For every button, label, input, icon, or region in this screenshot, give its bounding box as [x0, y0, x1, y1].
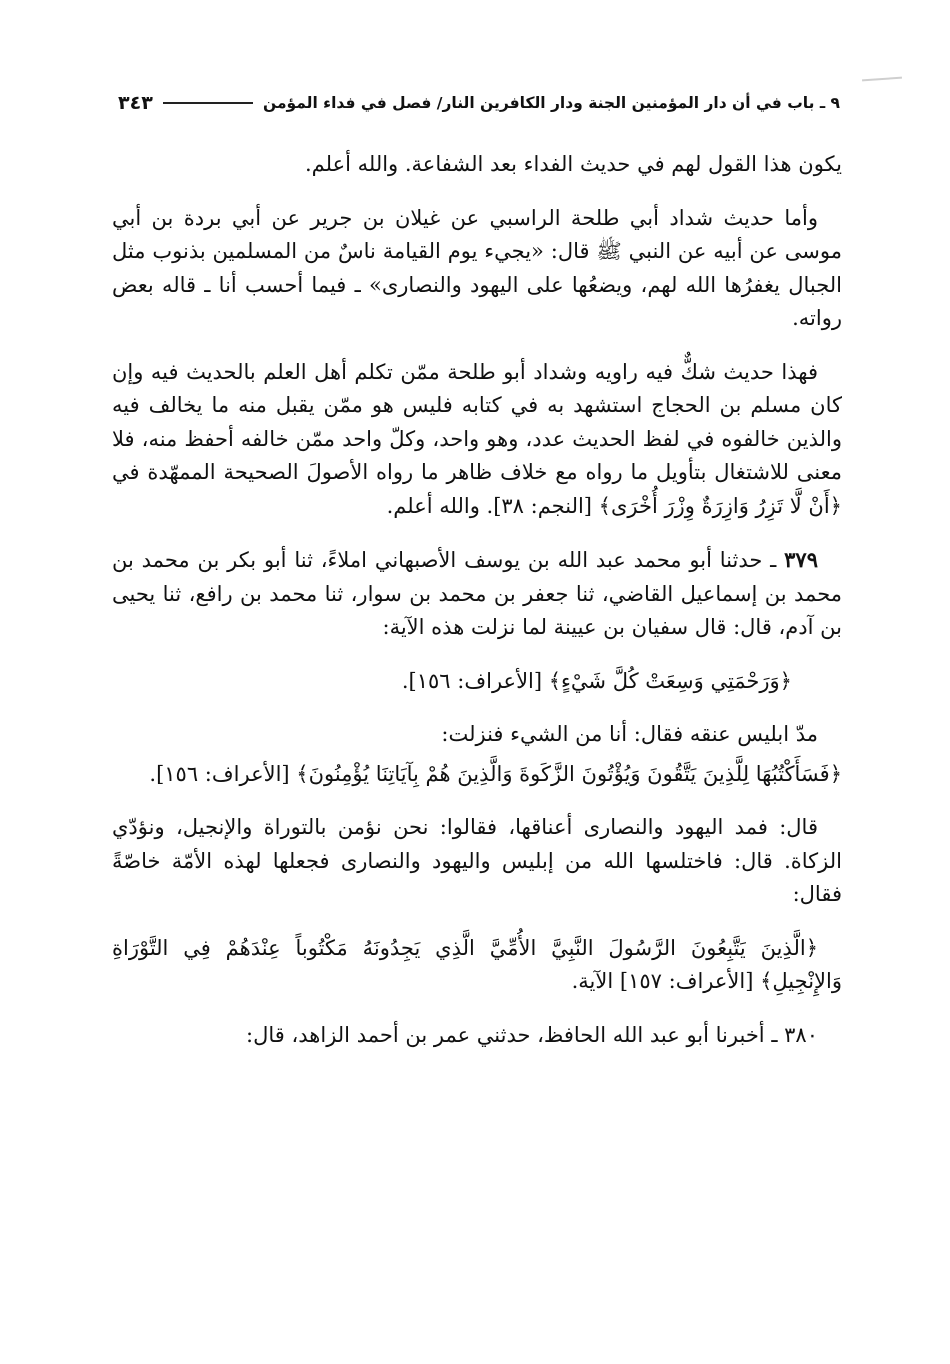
- paragraph-continuation: يكون هذا القول لهم في حديث الفداء بعد الشفاعة. والله أعلم.: [304, 152, 842, 176]
- quran-verse-1: ﴿وَرَحْمَتِي وَسِعَتْ كُلَّ شَيْءٍ﴾ [الأعراف: ١٥٦].: [401, 668, 792, 693]
- hadith-379: [112, 543, 842, 645]
- page-body: [112, 148, 842, 1072]
- quran-verse-2: ﴿فَسَأَكْتُبُهَا لِلَّذِينَ يَتَّقُونَ وَيُؤْتُونَ الزَّكَوةَ وَالَّذِينَ هُمْ بِآيَاتِنَا يُؤْمِنُونَ﴾ [الأعراف: ١٥٦].: [149, 761, 842, 786]
- paragraph-shaddad-hadith: وأما حديث شداد أبي طلحة الراسبي عن غيلان بن جرير عن أبي بردة بن أبي موسى عن أبيه عن النبي ﷺ قال: «يجيء يوم القيامة ناسٌ من المسلمين بذنوب مثل الجبال يغفرُها الله لهم، ويضعُها على اليهود والنصارى» ـ فيما أحسب أنا ـ قاله بعض رواته.: [112, 205, 842, 330]
- running-header: [118, 88, 840, 118]
- paragraph-jews-christians: قال: فمد اليهود والنصارى أعناقها، فقالوا: نحن نؤمن بالتوراة والإنجيل، ونؤدّي الزكاة. قال: فاختلسها الله من إبليس واليهود والنصارى فجعلها لهذه الأمّة خاصّةً فقال:: [112, 815, 842, 906]
- header-rule: [163, 102, 253, 104]
- paragraph-commentary: فهذا حديث شكٌّ فيه راويه وشداد أبو طلحة ممّن تكلم أهل العلم بالحديث فيه وإن كان مسلم بن الحجاج استشهد به في كتابه فليس هو ممّن يقبل منه ما يخالف فيه والذين خالفوه في لفظ الحديث عدد، وهو واحد، وكلّ واحد ممّن خالفه أحفظ منه، فلا معنى للاشتغال بتأويل ما رواه مع خلاف ظاهر ما رواه الأصولَ الصحيحة الممهّدة في ﴿أَنْ لَّا تَزِرُ وَازِرَةٌ وِزْرَ أُخْرَى﴾ [النجم: ٣٨]. والله أعلم.: [112, 359, 842, 518]
- page-corner-mark: [862, 77, 902, 82]
- hadith-number: ٣٧٩: [784, 547, 818, 572]
- paragraph-iblis: مدّ ابليس عنقه فقال: أنا من الشيء فنزلت:: [441, 722, 818, 746]
- page-number: ٣٤٣: [118, 92, 153, 114]
- quran-verse-3: ﴿الَّذِينَ يَتَّبِعُونَ الرَّسُولَ النَّبِيَّ الأُمِّيَّ الَّذِي يَجِدُونَهُ مَكْتُوباً عِنْدَهُمْ فِي التَّوْرَاةِ وَالإِنْجِيلِ﴾ [الأعراف: ١٥٧] الآية.: [112, 935, 842, 993]
- running-title: ٩ ـ باب في أن دار المؤمنين الجنة ودار الكافرين النار/ فصل في فداء المؤمن: [263, 94, 840, 112]
- hadith-text: ـ حدثنا أبو محمد عبد الله بن يوسف الأصبهاني املاءً، ثنا أبو بكر بن محمد بن محمد بن إسماعيل القاضي، ثنا جعفر بن محمد بن سوار، ثنا محمد بن رافع، ثنا يحيى بن آدم، قال: قال سفيان بن عيينة لما نزلت هذه الآية:: [112, 548, 842, 639]
- hadith-380: ٣٨٠ ـ أخبرنا أبو عبد الله الحافظ، حدثني عمر بن أحمد الزاهد، قال:: [246, 1022, 818, 1047]
